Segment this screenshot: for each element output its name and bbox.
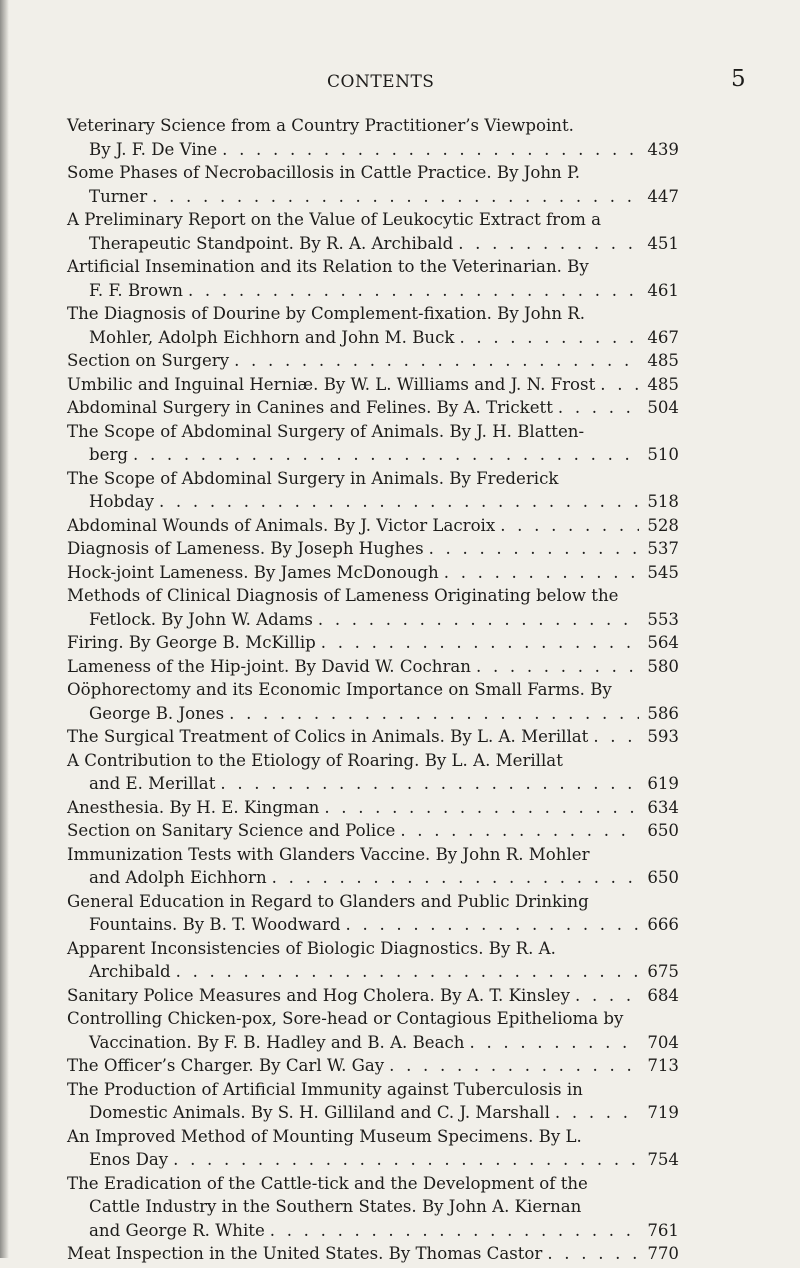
entry-text: Anesthesia. By H. E. Kingman (67, 797, 320, 817)
entry-page-number: 447 (647, 186, 679, 206)
entry-text: General Education in Regard to Glanders and Public Drinking (67, 891, 589, 911)
entry-text: Hobday (89, 492, 154, 511)
entry-page-number: 704 (647, 1032, 679, 1052)
toc-entry (67, 1244, 679, 1268)
leader-dots (176, 962, 639, 981)
toc-entry (67, 986, 679, 1010)
entry-text: George B. Jones (89, 703, 225, 723)
toc-entry (67, 892, 679, 916)
entry-page-number: 553 (647, 609, 679, 629)
entry-page-number: 713 (647, 1056, 679, 1075)
entry-page-number: 761 (647, 1220, 679, 1240)
toc-entry (67, 680, 679, 704)
toc-entry (67, 1080, 679, 1104)
toc-entry-continuation (67, 445, 679, 469)
entry-page-number: 485 (647, 374, 679, 394)
entry-text: Firing. By George B. McKillip (67, 633, 316, 652)
toc-entry (67, 469, 679, 493)
page-header (0, 66, 800, 100)
entry-page-number: 586 (647, 703, 679, 723)
leader-dots (500, 516, 639, 535)
toc-entry-continuation (67, 1221, 679, 1245)
entry-text: Lameness of the Hip-joint. By David W. Cochran (67, 656, 471, 676)
entry-text: Abdominal Wounds of Animals. By J. Victor Lacroix (67, 515, 496, 535)
entry-text: Archibald (89, 962, 171, 981)
page-number: 5 (731, 66, 746, 92)
entry-text: and George R. White (89, 1220, 265, 1240)
leader-dots (188, 281, 639, 300)
table-of-contents (67, 116, 679, 1268)
entry-page-number: 537 (647, 539, 679, 558)
toc-entry-continuation (67, 1103, 679, 1127)
leader-dots (476, 657, 639, 676)
leader-dots (575, 986, 639, 1005)
entry-text: The Officer’s Charger. By Carl W. Gay (67, 1056, 385, 1075)
entry-text: Vaccination. By F. B. Hadley and B. A. Beach (89, 1032, 465, 1052)
entry-text: Meat Inspection in the United States. By Thomas Castor (67, 1244, 543, 1263)
entry-text: Section on Sanitary Science and Police (67, 821, 396, 840)
leader-dots (159, 492, 639, 511)
toc-entry-continuation (67, 187, 679, 211)
toc-entry-continuation (67, 774, 679, 798)
entry-page-number: 461 (647, 280, 679, 300)
entry-text: Hock-joint Lameness. By James McDonough (67, 562, 439, 582)
leader-dots (458, 234, 639, 253)
leader-dots (547, 1244, 639, 1263)
entry-text: Cattle Industry in the Southern States. By John A. Kiernan (89, 1197, 582, 1216)
entry-page-number: 619 (647, 774, 679, 793)
entry-page-number: 650 (647, 868, 679, 887)
entry-page-number: 564 (647, 633, 679, 652)
toc-entry-continuation (67, 328, 679, 352)
entry-text: Apparent Inconsistencies of Biologic Diagnostics. By R. A. (67, 938, 556, 958)
entry-page-number: 518 (647, 492, 679, 511)
entry-text: The Diagnosis of Dourine by Complement-fixation. By John R. (67, 304, 586, 323)
entry-page-number: 504 (647, 398, 679, 417)
toc-entry-continuation (67, 1150, 679, 1174)
entry-text: Sanitary Police Measures and Hog Cholera. By A. T. Kinsley (67, 985, 571, 1005)
entry-text: The Scope of Abdominal Surgery of Animals. By J. H. Blatten- (67, 421, 585, 441)
entry-text: Section on Surgery (67, 351, 230, 370)
leader-dots (133, 445, 639, 464)
toc-entry (67, 257, 679, 281)
toc-entry (67, 751, 679, 775)
entry-page-number: 510 (647, 445, 679, 464)
toc-entry-continuation (67, 234, 679, 258)
toc-entry (67, 1056, 679, 1080)
leader-dots (229, 704, 639, 723)
entry-text: and E. Merillat (89, 774, 216, 793)
entry-text: A Contribution to the Etiology of Roaring. By L. A. Merillat (67, 750, 563, 770)
entry-text: An Improved Method of Mounting Museum Specimens. By L. (67, 1126, 582, 1146)
toc-entry-continuation (67, 868, 679, 892)
leader-dots (389, 1056, 639, 1075)
running-head: CONTENTS (327, 72, 435, 92)
leader-dots (555, 1103, 639, 1122)
entry-text: Turner (89, 186, 148, 206)
entry-text: Immunization Tests with Glanders Vaccine. By John R. Mohler (67, 844, 590, 864)
entry-page-number: 754 (647, 1150, 679, 1169)
toc-entry (67, 375, 679, 399)
toc-entry (67, 845, 679, 869)
entry-text: Therapeutic Standpoint. By R. A. Archibald (89, 233, 454, 253)
leader-dots (222, 140, 639, 159)
entry-page-number: 634 (647, 797, 679, 817)
entry-text: Methods of Clinical Diagnosis of Lameness Originating below the (67, 586, 619, 605)
entry-text: Oöphorectomy and its Economic Importance on Small Farms. By (67, 680, 612, 699)
entry-page-number: 593 (647, 727, 679, 746)
toc-entry-continuation (67, 915, 679, 939)
entry-text: Some Phases of Necrobacillosis in Cattle Practice. By John P. (67, 163, 581, 182)
toc-entry (67, 1009, 679, 1033)
leader-dots (593, 727, 639, 746)
leader-dots (321, 633, 639, 652)
entry-text: Domestic Animals. By S. H. Gilliland and C. J. Marshall (89, 1103, 550, 1122)
leader-dots (429, 539, 639, 558)
entry-text: The Production of Artificial Immunity against Tuberculosis in (67, 1079, 583, 1099)
page-binding-edge (0, 0, 9, 1258)
entry-text: Mohler, Adolph Eichhorn and John M. Buck (89, 327, 455, 347)
toc-entry-continuation (67, 140, 679, 164)
leader-dots (324, 798, 639, 817)
entry-page-number: 467 (647, 327, 679, 347)
toc-entry (67, 398, 679, 422)
entry-text: Veterinary Science from a Country Practitioner’s Viewpoint. (67, 116, 574, 135)
toc-entry (67, 1174, 679, 1198)
leader-dots (272, 868, 639, 887)
entry-page-number: 451 (647, 233, 679, 253)
leader-dots (234, 351, 639, 370)
toc-entry (67, 163, 679, 187)
leader-dots (400, 821, 639, 840)
entry-page-number: 439 (647, 139, 679, 159)
toc-entry-continuation (67, 1033, 679, 1057)
toc-entry (67, 633, 679, 657)
entry-text: The Eradication of the Cattle-tick and the Development of the (67, 1173, 588, 1193)
toc-entry-continuation (67, 1197, 679, 1221)
toc-entry (67, 539, 679, 563)
entry-text: Fountains. By B. T. Woodward (89, 915, 341, 934)
entry-page-number: 545 (647, 562, 679, 582)
leader-dots (346, 915, 639, 934)
entry-text: The Surgical Treatment of Colics in Animals. By L. A. Merillat (67, 727, 589, 746)
entry-text: Abdominal Surgery in Canines and Felines. By A. Trickett (67, 398, 553, 417)
toc-entry-continuation (67, 962, 679, 986)
entry-page-number: 719 (647, 1103, 679, 1122)
toc-entry (67, 586, 679, 610)
leader-dots (173, 1150, 639, 1169)
toc-entry-continuation (67, 281, 679, 305)
toc-entry (67, 1127, 679, 1151)
toc-entry (67, 939, 679, 963)
leader-dots (444, 563, 639, 582)
toc-entry (67, 210, 679, 234)
entry-page-number: 666 (647, 915, 679, 934)
leader-dots (558, 398, 639, 417)
entry-page-number: 770 (647, 1244, 679, 1263)
entry-page-number: 675 (647, 962, 679, 981)
leader-dots (459, 328, 639, 347)
entry-text: Umbilic and Inguinal Herniæ. By W. L. Williams and J. N. Frost (67, 374, 596, 394)
toc-entry (67, 351, 679, 375)
entry-text: Diagnosis of Lameness. By Joseph Hughes (67, 539, 424, 558)
entry-text: By J. F. De Vine (89, 139, 218, 159)
entry-text: A Preliminary Report on the Value of Leukocytic Extract from a (67, 210, 601, 229)
entry-text: Artificial Insemination and its Relation to the Veterinarian. By (67, 257, 589, 276)
entry-text: Enos Day (89, 1150, 169, 1169)
entry-page-number: 485 (647, 351, 679, 370)
entry-text: Fetlock. By John W. Adams (89, 609, 313, 629)
toc-entry (67, 798, 679, 822)
toc-entry-continuation (67, 492, 679, 516)
entry-page-number: 650 (647, 821, 679, 840)
leader-dots (152, 187, 639, 206)
toc-entry (67, 516, 679, 540)
leader-dots (220, 774, 639, 793)
leader-dots (318, 610, 639, 629)
leader-dots (270, 1221, 639, 1240)
entry-text: Controlling Chicken-pox, Sore-head or Contagious Epithelioma by (67, 1009, 624, 1028)
entry-text: berg (89, 445, 128, 464)
leader-dots (470, 1033, 640, 1052)
leader-dots (600, 375, 639, 394)
entry-page-number: 528 (647, 515, 679, 535)
toc-entry (67, 116, 679, 140)
toc-entry (67, 821, 679, 845)
toc-entry (67, 304, 679, 328)
entry-text: F. F. Brown (89, 280, 183, 300)
toc-entry (67, 563, 679, 587)
entry-text: and Adolph Eichhorn (89, 868, 267, 887)
toc-entry (67, 657, 679, 681)
toc-entry-continuation (67, 704, 679, 728)
entry-page-number: 684 (647, 985, 679, 1005)
entry-text: The Scope of Abdominal Surgery in Animals. By Frederick (67, 468, 559, 488)
entry-page-number: 580 (647, 656, 679, 676)
toc-entry (67, 422, 679, 446)
toc-entry-continuation (67, 610, 679, 634)
toc-entry (67, 727, 679, 751)
